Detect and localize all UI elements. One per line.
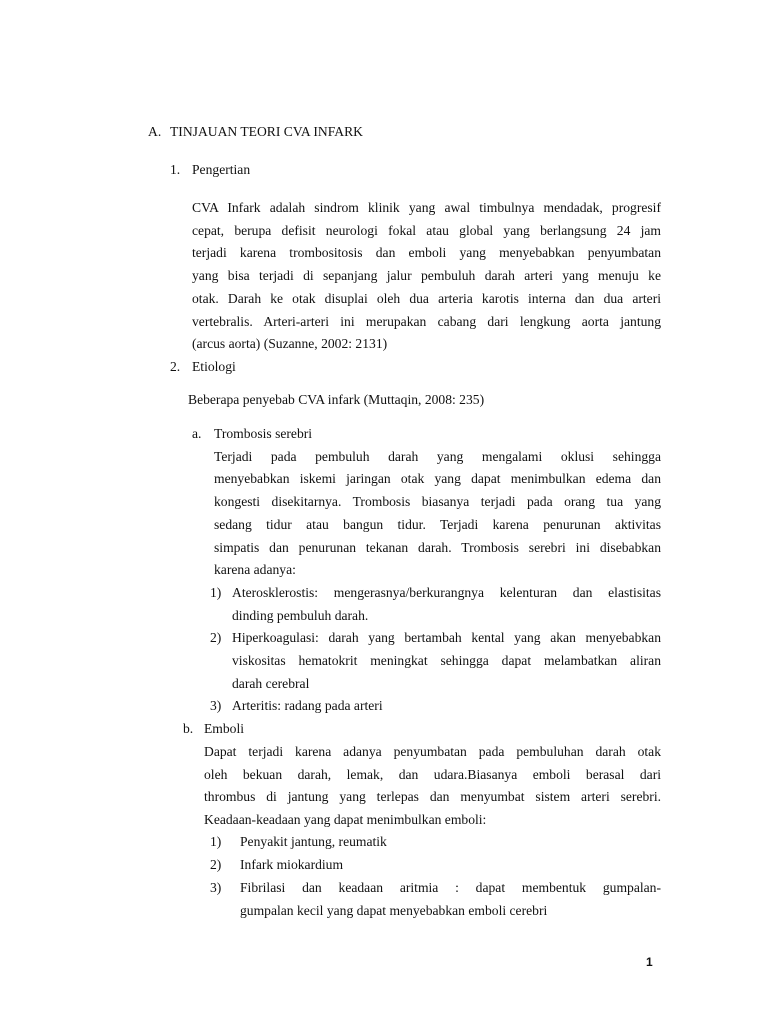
list-item-number: 3) <box>210 698 222 713</box>
paragraph-line: kongesti disekitarnya. Trombosis biasanya terjadi pada orang tua yang <box>214 494 661 509</box>
list-item-line: gumpalan kecil yang dapat menyebabkan emboli cerebri <box>240 903 548 918</box>
list-item-number: 3) <box>210 880 222 895</box>
paragraph-line: oleh bekuan darah, lemak, dan udara.Biasanya emboli berasal dari <box>204 767 661 782</box>
paragraph-line: Terjadi pada pembuluh darah yang mengalami oklusi sehingga <box>214 449 661 464</box>
sec1-marker: 1. <box>170 162 181 177</box>
paragraph-line: sedang tidur atau bangun tidur. Terjadi karena penurunan aktivitas <box>214 517 661 532</box>
subsection-a-title: Trombosis serebri <box>214 426 313 441</box>
list-item-line: Penyakit jantung, reumatik <box>240 834 387 849</box>
list-item-line: Aterosklerostis: mengerasnya/berkurangnya kelenturan dan elastisitas <box>232 585 661 600</box>
list-item-number: 1) <box>210 585 222 600</box>
list-item-line: Fibrilasi dan keadaan aritmia : dapat membentuk gumpalan- <box>240 880 661 895</box>
list-item-line: viskositas hematokrit meningkat sehingga dapat melambatkan aliran <box>232 653 661 668</box>
paragraph-line: otak. Darah ke otak disuplai oleh dua arteria karotis interna dan dua arteri <box>192 291 661 306</box>
list-item-number: 2) <box>210 857 222 872</box>
sec2-title: Etiologi <box>192 359 236 374</box>
heading-title: TINJAUAN TEORI CVA INFARK <box>170 124 363 139</box>
sec1-title: Pengertian <box>192 162 251 177</box>
paragraph-line: thrombus di jantung yang terlepas dan menyumbat sistem arteri serebri. <box>204 789 661 804</box>
subsection-b-title: Emboli <box>204 721 245 736</box>
list-item-number: 2) <box>210 630 222 645</box>
list-item-line: Arteritis: radang pada arteri <box>232 698 383 713</box>
paragraph-line: simpatis dan penurunan tekanan darah. Trombosis serebri ini disebabkan <box>214 540 661 555</box>
page-number: 1 <box>646 955 653 969</box>
list-item-number: 1) <box>210 834 222 849</box>
list-item-line: Hiperkoagulasi: darah yang bertambah kental yang akan menyebabkan <box>232 630 661 645</box>
subsection-b-marker: b. <box>183 721 194 736</box>
paragraph-line: Keadaan-keadaan yang dapat menimbulkan emboli: <box>204 812 487 827</box>
paragraph-line: menyebabkan iskemi jaringan otak yang dapat menimbulkan edema dan <box>214 471 661 486</box>
paragraph-line: vertebralis. Arteri-arteri ini merupakan cabang dari lengkung aorta jantung <box>192 314 661 329</box>
sec2-marker: 2. <box>170 359 181 374</box>
list-item-line: darah cerebral <box>232 676 310 691</box>
list-item-line: dinding pembuluh darah. <box>232 608 369 623</box>
paragraph-line: cepat, berupa defisit neurologi fokal atau global yang berlangsung 24 jam <box>192 223 661 238</box>
sec2-intro: Beberapa penyebab CVA infark (Muttaqin, 2008: 235) <box>188 392 485 407</box>
paragraph-line: karena adanya: <box>214 562 296 577</box>
paragraph-line: Dapat terjadi karena adanya penyumbatan pada pembuluhan darah otak <box>204 744 661 759</box>
paragraph-line: CVA Infark adalah sindrom klinik yang awal timbulnya mendadak, progresif <box>192 200 661 215</box>
subsection-a-marker: a. <box>192 426 202 441</box>
heading-marker: A. <box>148 124 162 139</box>
list-item-line: Infark miokardium <box>240 857 344 872</box>
paragraph-line: terjadi karena trombositosis dan emboli yang menyebabkan penyumbatan <box>192 245 661 260</box>
paragraph-line: yang bisa terjadi di sepanjang jalur pembuluh darah arteri yang menuju ke <box>192 268 661 283</box>
paragraph-line: (arcus aorta) (Suzanne, 2002: 2131) <box>192 336 388 351</box>
